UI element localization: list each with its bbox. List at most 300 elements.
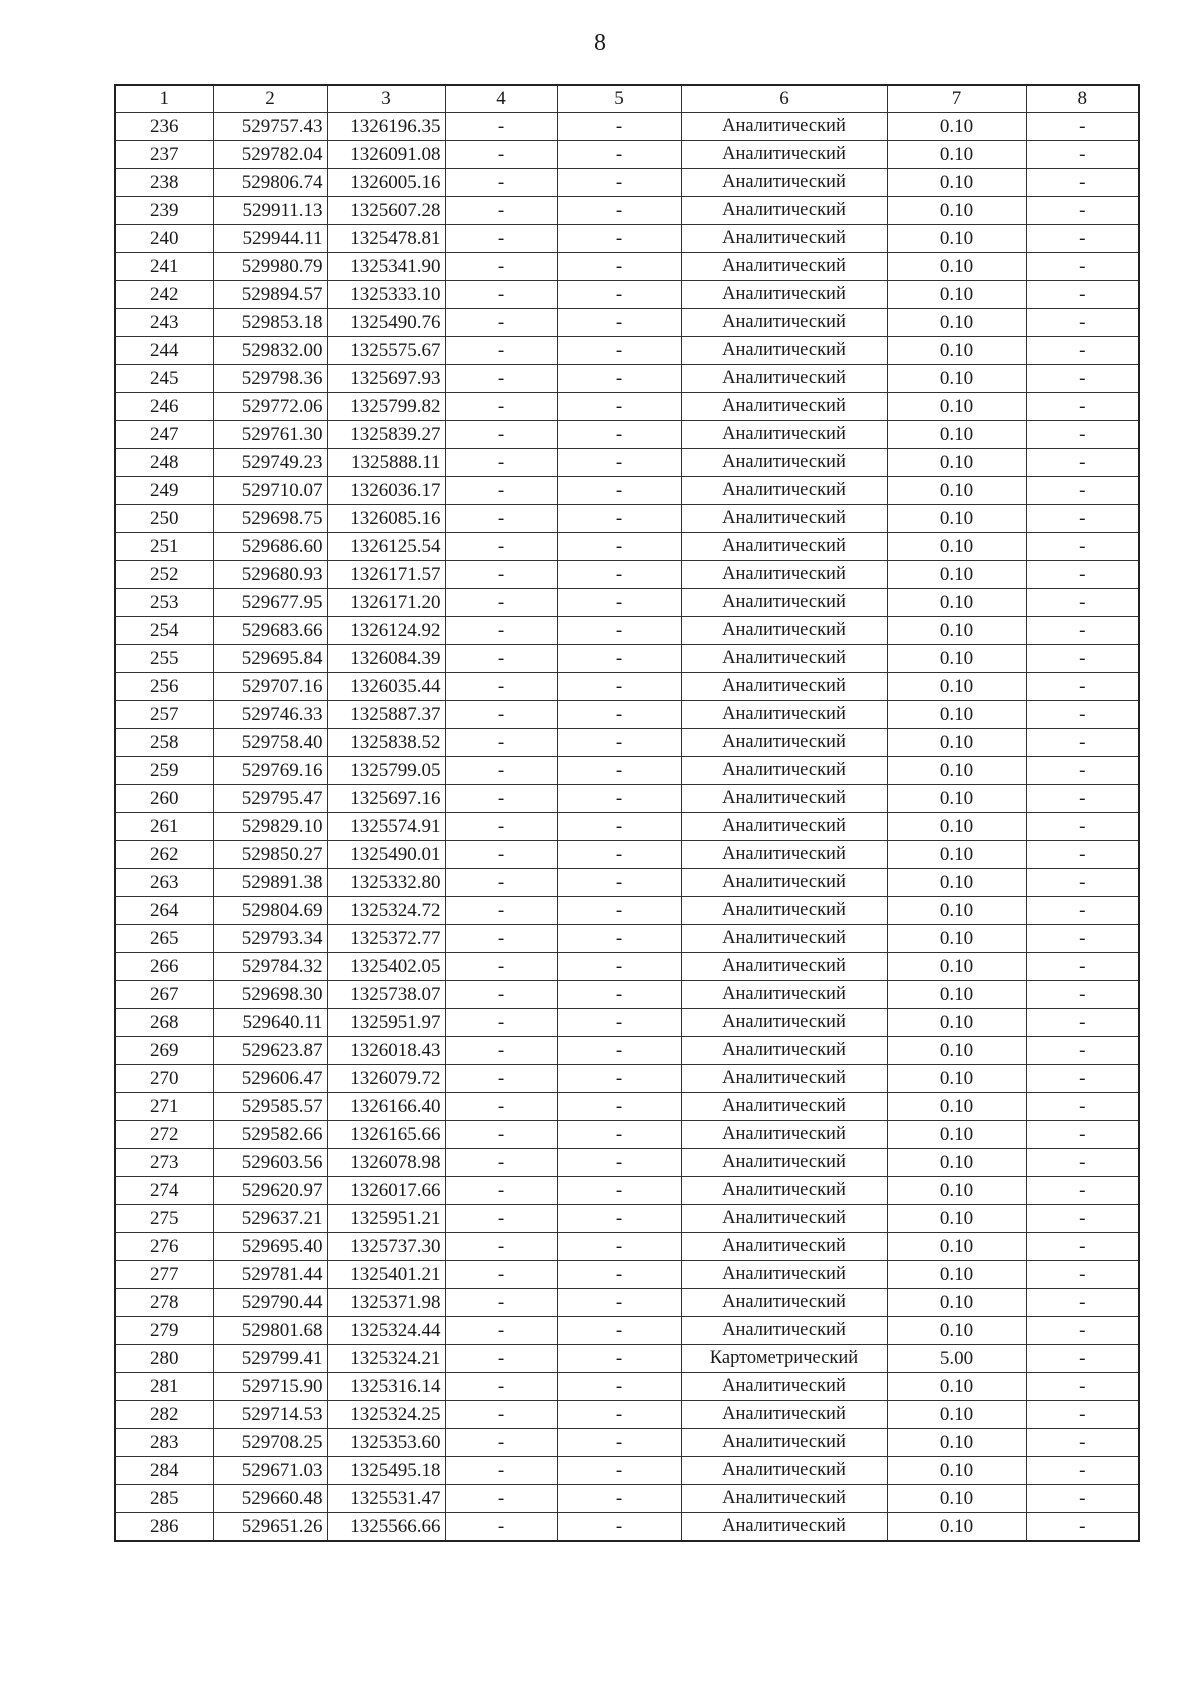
col4-cell: - — [445, 1373, 557, 1401]
y-coordinate-cell: 1326125.54 — [327, 533, 445, 561]
col4-cell: - — [445, 1065, 557, 1093]
table-row — [115, 617, 1139, 645]
col4-cell: - — [445, 757, 557, 785]
col8-cell: - — [1026, 1093, 1139, 1121]
y-coordinate-cell: 1325531.47 — [327, 1485, 445, 1513]
col4-cell: - — [445, 281, 557, 309]
col8-cell: - — [1026, 477, 1139, 505]
col4-cell: - — [445, 589, 557, 617]
method-cell: Аналитический — [681, 869, 887, 897]
method-cell: Аналитический — [681, 673, 887, 701]
table-row — [115, 309, 1139, 337]
col8-cell: - — [1026, 673, 1139, 701]
table-row — [115, 813, 1139, 841]
accuracy-cell: 0.10 — [887, 1149, 1026, 1177]
point-number-cell: 253 — [115, 589, 213, 617]
method-cell: Аналитический — [681, 449, 887, 477]
x-coordinate-cell: 529695.40 — [213, 1233, 327, 1261]
col5-cell: - — [557, 449, 681, 477]
col4-cell: - — [445, 729, 557, 757]
accuracy-cell: 0.10 — [887, 1009, 1026, 1037]
col8-cell: - — [1026, 1261, 1139, 1289]
point-number-cell: 236 — [115, 113, 213, 141]
col4-cell: - — [445, 841, 557, 869]
point-number-cell: 246 — [115, 393, 213, 421]
x-coordinate-cell: 529714.53 — [213, 1401, 327, 1429]
col5-cell: - — [557, 1093, 681, 1121]
table-row — [115, 1205, 1139, 1233]
col4-cell: - — [445, 225, 557, 253]
col8-cell: - — [1026, 617, 1139, 645]
col4-cell: - — [445, 113, 557, 141]
col8-cell: - — [1026, 701, 1139, 729]
method-cell: Аналитический — [681, 1289, 887, 1317]
method-cell: Аналитический — [681, 477, 887, 505]
table-row — [115, 421, 1139, 449]
table-row — [115, 1233, 1139, 1261]
col5-cell: - — [557, 1401, 681, 1429]
column-header: 7 — [887, 85, 1026, 113]
column-header: 2 — [213, 85, 327, 113]
point-number-cell: 251 — [115, 533, 213, 561]
table-row — [115, 1401, 1139, 1429]
x-coordinate-cell: 529603.56 — [213, 1149, 327, 1177]
col8-cell: - — [1026, 449, 1139, 477]
col5-cell: - — [557, 589, 681, 617]
col5-cell: - — [557, 1177, 681, 1205]
point-number-cell: 269 — [115, 1037, 213, 1065]
y-coordinate-cell: 1325478.81 — [327, 225, 445, 253]
col8-cell: - — [1026, 225, 1139, 253]
col4-cell: - — [445, 785, 557, 813]
table-row — [115, 1037, 1139, 1065]
col8-cell: - — [1026, 645, 1139, 673]
accuracy-cell: 0.10 — [887, 477, 1026, 505]
x-coordinate-cell: 529798.36 — [213, 365, 327, 393]
accuracy-cell: 0.10 — [887, 337, 1026, 365]
accuracy-cell: 0.10 — [887, 1401, 1026, 1429]
x-coordinate-cell: 529781.44 — [213, 1261, 327, 1289]
col4-cell: - — [445, 1009, 557, 1037]
col5-cell: - — [557, 1457, 681, 1485]
x-coordinate-cell: 529761.30 — [213, 421, 327, 449]
accuracy-cell: 0.10 — [887, 1205, 1026, 1233]
y-coordinate-cell: 1325607.28 — [327, 197, 445, 225]
col5-cell: - — [557, 1429, 681, 1457]
col8-cell: - — [1026, 1485, 1139, 1513]
accuracy-cell: 0.10 — [887, 1037, 1026, 1065]
accuracy-cell: 0.10 — [887, 981, 1026, 1009]
table-row — [115, 1513, 1139, 1542]
col4-cell: - — [445, 197, 557, 225]
point-number-cell: 274 — [115, 1177, 213, 1205]
col5-cell: - — [557, 1513, 681, 1542]
col4-cell: - — [445, 1149, 557, 1177]
table-row — [115, 561, 1139, 589]
method-cell: Аналитический — [681, 1037, 887, 1065]
table-row — [115, 141, 1139, 169]
x-coordinate-cell: 529795.47 — [213, 785, 327, 813]
accuracy-cell: 0.10 — [887, 365, 1026, 393]
x-coordinate-cell: 529772.06 — [213, 393, 327, 421]
y-coordinate-cell: 1326078.98 — [327, 1149, 445, 1177]
point-number-cell: 243 — [115, 309, 213, 337]
col4-cell: - — [445, 1093, 557, 1121]
x-coordinate-cell: 529853.18 — [213, 309, 327, 337]
col8-cell: - — [1026, 1345, 1139, 1373]
point-number-cell: 244 — [115, 337, 213, 365]
point-number-cell: 284 — [115, 1457, 213, 1485]
col4-cell: - — [445, 253, 557, 281]
col8-cell: - — [1026, 113, 1139, 141]
table-row — [115, 281, 1139, 309]
method-cell: Аналитический — [681, 1065, 887, 1093]
table-row — [115, 729, 1139, 757]
accuracy-cell: 0.10 — [887, 1261, 1026, 1289]
col8-cell: - — [1026, 1037, 1139, 1065]
col5-cell: - — [557, 729, 681, 757]
col4-cell: - — [445, 169, 557, 197]
method-cell: Аналитический — [681, 1121, 887, 1149]
y-coordinate-cell: 1325574.91 — [327, 813, 445, 841]
y-coordinate-cell: 1325490.76 — [327, 309, 445, 337]
col5-cell: - — [557, 981, 681, 1009]
col4-cell: - — [445, 561, 557, 589]
point-number-cell: 256 — [115, 673, 213, 701]
method-cell: Аналитический — [681, 645, 887, 673]
method-cell: Аналитический — [681, 1429, 887, 1457]
col5-cell: - — [557, 1261, 681, 1289]
col4-cell: - — [445, 673, 557, 701]
x-coordinate-cell: 529944.11 — [213, 225, 327, 253]
accuracy-cell: 5.00 — [887, 1345, 1026, 1373]
col5-cell: - — [557, 505, 681, 533]
y-coordinate-cell: 1326196.35 — [327, 113, 445, 141]
col5-cell: - — [557, 645, 681, 673]
table-row — [115, 869, 1139, 897]
y-coordinate-cell: 1325799.82 — [327, 393, 445, 421]
col8-cell: - — [1026, 1513, 1139, 1542]
x-coordinate-cell: 529790.44 — [213, 1289, 327, 1317]
point-number-cell: 255 — [115, 645, 213, 673]
y-coordinate-cell: 1326085.16 — [327, 505, 445, 533]
point-number-cell: 273 — [115, 1149, 213, 1177]
col4-cell: - — [445, 1233, 557, 1261]
col5-cell: - — [557, 785, 681, 813]
point-number-cell: 276 — [115, 1233, 213, 1261]
point-number-cell: 260 — [115, 785, 213, 813]
col8-cell: - — [1026, 393, 1139, 421]
col5-cell: - — [557, 1233, 681, 1261]
col5-cell: - — [557, 337, 681, 365]
point-number-cell: 257 — [115, 701, 213, 729]
y-coordinate-cell: 1325332.80 — [327, 869, 445, 897]
method-cell: Аналитический — [681, 505, 887, 533]
y-coordinate-cell: 1325697.16 — [327, 785, 445, 813]
point-number-cell: 237 — [115, 141, 213, 169]
table-row — [115, 1485, 1139, 1513]
col8-cell: - — [1026, 421, 1139, 449]
point-number-cell: 272 — [115, 1121, 213, 1149]
y-coordinate-cell: 1326005.16 — [327, 169, 445, 197]
col8-cell: - — [1026, 365, 1139, 393]
col5-cell: - — [557, 309, 681, 337]
col4-cell: - — [445, 421, 557, 449]
x-coordinate-cell: 529651.26 — [213, 1513, 327, 1542]
x-coordinate-cell: 529801.68 — [213, 1317, 327, 1345]
y-coordinate-cell: 1325372.77 — [327, 925, 445, 953]
col4-cell: - — [445, 1485, 557, 1513]
accuracy-cell: 0.10 — [887, 1485, 1026, 1513]
y-coordinate-cell: 1325575.67 — [327, 337, 445, 365]
col8-cell: - — [1026, 841, 1139, 869]
x-coordinate-cell: 529637.21 — [213, 1205, 327, 1233]
y-coordinate-cell: 1325951.97 — [327, 1009, 445, 1037]
col4-cell: - — [445, 1457, 557, 1485]
table-row — [115, 505, 1139, 533]
point-number-cell: 285 — [115, 1485, 213, 1513]
accuracy-cell: 0.10 — [887, 813, 1026, 841]
accuracy-cell: 0.10 — [887, 225, 1026, 253]
method-cell: Аналитический — [681, 225, 887, 253]
method-cell: Аналитический — [681, 421, 887, 449]
table-row — [115, 1289, 1139, 1317]
method-cell: Аналитический — [681, 393, 887, 421]
col8-cell: - — [1026, 1401, 1139, 1429]
x-coordinate-cell: 529784.32 — [213, 953, 327, 981]
table-row — [115, 757, 1139, 785]
x-coordinate-cell: 529715.90 — [213, 1373, 327, 1401]
method-cell: Картометрический — [681, 1345, 887, 1373]
method-cell: Аналитический — [681, 953, 887, 981]
table-row — [115, 1093, 1139, 1121]
y-coordinate-cell: 1326166.40 — [327, 1093, 445, 1121]
y-coordinate-cell: 1326084.39 — [327, 645, 445, 673]
col8-cell: - — [1026, 589, 1139, 617]
method-cell: Аналитический — [681, 1457, 887, 1485]
table-row — [115, 925, 1139, 953]
col8-cell: - — [1026, 141, 1139, 169]
col8-cell: - — [1026, 253, 1139, 281]
x-coordinate-cell: 529640.11 — [213, 1009, 327, 1037]
col5-cell: - — [557, 869, 681, 897]
y-coordinate-cell: 1325402.05 — [327, 953, 445, 981]
point-number-cell: 275 — [115, 1205, 213, 1233]
page-number: 8 — [594, 30, 606, 56]
point-number-cell: 250 — [115, 505, 213, 533]
x-coordinate-cell: 529850.27 — [213, 841, 327, 869]
col4-cell: - — [445, 1513, 557, 1542]
table-row — [115, 477, 1139, 505]
table-row — [115, 645, 1139, 673]
col5-cell: - — [557, 225, 681, 253]
x-coordinate-cell: 529698.30 — [213, 981, 327, 1009]
col5-cell: - — [557, 701, 681, 729]
table-row — [115, 1429, 1139, 1457]
accuracy-cell: 0.10 — [887, 309, 1026, 337]
col5-cell: - — [557, 533, 681, 561]
col8-cell: - — [1026, 309, 1139, 337]
col4-cell: - — [445, 449, 557, 477]
method-cell: Аналитический — [681, 309, 887, 337]
accuracy-cell: 0.10 — [887, 113, 1026, 141]
point-number-cell: 283 — [115, 1429, 213, 1457]
table-row — [115, 337, 1139, 365]
point-number-cell: 238 — [115, 169, 213, 197]
col8-cell: - — [1026, 1457, 1139, 1485]
accuracy-cell: 0.10 — [887, 1233, 1026, 1261]
table-row — [115, 1009, 1139, 1037]
col5-cell: - — [557, 421, 681, 449]
y-coordinate-cell: 1325371.98 — [327, 1289, 445, 1317]
y-coordinate-cell: 1325324.25 — [327, 1401, 445, 1429]
col8-cell: - — [1026, 1177, 1139, 1205]
col5-cell: - — [557, 925, 681, 953]
col4-cell: - — [445, 393, 557, 421]
method-cell: Аналитический — [681, 1009, 887, 1037]
point-number-cell: 261 — [115, 813, 213, 841]
table-row — [115, 1065, 1139, 1093]
column-header: 4 — [445, 85, 557, 113]
accuracy-cell: 0.10 — [887, 953, 1026, 981]
col5-cell: - — [557, 113, 681, 141]
point-number-cell: 263 — [115, 869, 213, 897]
col4-cell: - — [445, 1121, 557, 1149]
col8-cell: - — [1026, 281, 1139, 309]
accuracy-cell: 0.10 — [887, 897, 1026, 925]
y-coordinate-cell: 1325737.30 — [327, 1233, 445, 1261]
accuracy-cell: 0.10 — [887, 393, 1026, 421]
col8-cell: - — [1026, 197, 1139, 225]
accuracy-cell: 0.10 — [887, 1093, 1026, 1121]
method-cell: Аналитический — [681, 897, 887, 925]
point-number-cell: 282 — [115, 1401, 213, 1429]
table-body — [115, 113, 1139, 1542]
col4-cell: - — [445, 869, 557, 897]
accuracy-cell: 0.10 — [887, 281, 1026, 309]
col5-cell: - — [557, 1205, 681, 1233]
table-row — [115, 1373, 1139, 1401]
x-coordinate-cell: 529660.48 — [213, 1485, 327, 1513]
col5-cell: - — [557, 1345, 681, 1373]
accuracy-cell: 0.10 — [887, 533, 1026, 561]
method-cell: Аналитический — [681, 785, 887, 813]
coordinates-table — [114, 84, 1140, 1542]
x-coordinate-cell: 529749.23 — [213, 449, 327, 477]
method-cell: Аналитический — [681, 589, 887, 617]
column-header: 3 — [327, 85, 445, 113]
col5-cell: - — [557, 365, 681, 393]
col8-cell: - — [1026, 337, 1139, 365]
point-number-cell: 239 — [115, 197, 213, 225]
y-coordinate-cell: 1325333.10 — [327, 281, 445, 309]
accuracy-cell: 0.10 — [887, 617, 1026, 645]
col8-cell: - — [1026, 785, 1139, 813]
point-number-cell: 266 — [115, 953, 213, 981]
col4-cell: - — [445, 617, 557, 645]
method-cell: Аналитический — [681, 701, 887, 729]
x-coordinate-cell: 529799.41 — [213, 1345, 327, 1373]
col5-cell: - — [557, 1149, 681, 1177]
accuracy-cell: 0.10 — [887, 1289, 1026, 1317]
col8-cell: - — [1026, 1205, 1139, 1233]
col4-cell: - — [445, 1317, 557, 1345]
col5-cell: - — [557, 1037, 681, 1065]
x-coordinate-cell: 529980.79 — [213, 253, 327, 281]
column-header: 1 — [115, 85, 213, 113]
point-number-cell: 259 — [115, 757, 213, 785]
col5-cell: - — [557, 561, 681, 589]
table-row — [115, 1345, 1139, 1373]
accuracy-cell: 0.10 — [887, 1317, 1026, 1345]
method-cell: Аналитический — [681, 813, 887, 841]
y-coordinate-cell: 1325490.01 — [327, 841, 445, 869]
col5-cell: - — [557, 673, 681, 701]
col5-cell: - — [557, 757, 681, 785]
y-coordinate-cell: 1325401.21 — [327, 1261, 445, 1289]
point-number-cell: 241 — [115, 253, 213, 281]
point-number-cell: 242 — [115, 281, 213, 309]
col8-cell: - — [1026, 1429, 1139, 1457]
method-cell: Аналитический — [681, 757, 887, 785]
y-coordinate-cell: 1325888.11 — [327, 449, 445, 477]
x-coordinate-cell: 529585.57 — [213, 1093, 327, 1121]
col8-cell: - — [1026, 813, 1139, 841]
x-coordinate-cell: 529698.75 — [213, 505, 327, 533]
x-coordinate-cell: 529782.04 — [213, 141, 327, 169]
x-coordinate-cell: 529707.16 — [213, 673, 327, 701]
y-coordinate-cell: 1326171.57 — [327, 561, 445, 589]
col8-cell: - — [1026, 1233, 1139, 1261]
accuracy-cell: 0.10 — [887, 141, 1026, 169]
col5-cell: - — [557, 253, 681, 281]
col5-cell: - — [557, 1289, 681, 1317]
method-cell: Аналитический — [681, 141, 887, 169]
col4-cell: - — [445, 1037, 557, 1065]
point-number-cell: 267 — [115, 981, 213, 1009]
col5-cell: - — [557, 813, 681, 841]
accuracy-cell: 0.10 — [887, 645, 1026, 673]
y-coordinate-cell: 1326165.66 — [327, 1121, 445, 1149]
method-cell: Аналитический — [681, 1233, 887, 1261]
point-number-cell: 265 — [115, 925, 213, 953]
accuracy-cell: 0.10 — [887, 449, 1026, 477]
table-row — [115, 169, 1139, 197]
col4-cell: - — [445, 645, 557, 673]
accuracy-cell: 0.10 — [887, 1373, 1026, 1401]
point-number-cell: 264 — [115, 897, 213, 925]
col5-cell: - — [557, 281, 681, 309]
method-cell: Аналитический — [681, 365, 887, 393]
accuracy-cell: 0.10 — [887, 869, 1026, 897]
y-coordinate-cell: 1326018.43 — [327, 1037, 445, 1065]
col4-cell: - — [445, 813, 557, 841]
y-coordinate-cell: 1326036.17 — [327, 477, 445, 505]
col8-cell: - — [1026, 869, 1139, 897]
method-cell: Аналитический — [681, 561, 887, 589]
point-number-cell: 280 — [115, 1345, 213, 1373]
col8-cell: - — [1026, 1317, 1139, 1345]
accuracy-cell: 0.10 — [887, 1177, 1026, 1205]
point-number-cell: 271 — [115, 1093, 213, 1121]
method-cell: Аналитический — [681, 981, 887, 1009]
point-number-cell: 286 — [115, 1513, 213, 1542]
method-cell: Аналитический — [681, 1093, 887, 1121]
point-number-cell: 240 — [115, 225, 213, 253]
method-cell: Аналитический — [681, 281, 887, 309]
x-coordinate-cell: 529680.93 — [213, 561, 327, 589]
method-cell: Аналитический — [681, 1401, 887, 1429]
